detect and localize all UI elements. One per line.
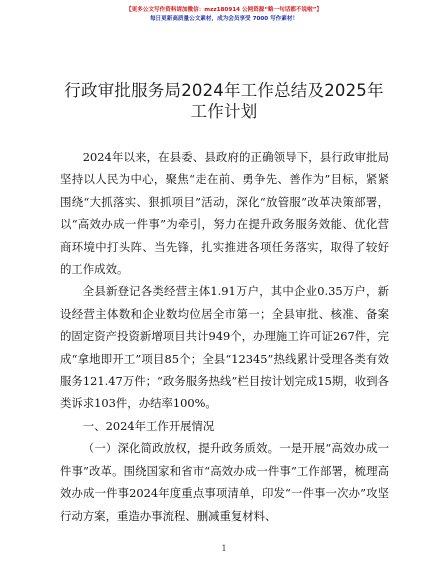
promo-banner-line-2: 每日更新高质量公文素材，成为会员享受 7000 写作素材！ <box>149 15 299 22</box>
promo-banner-line-1: 【更多公文写作资料请加微信：mzz180914 公网资源“略一句话都不说啦”】 <box>125 7 323 13</box>
page-number: 1 <box>221 544 227 553</box>
paragraph-reform: （一）深化简政放权，提升政务质效。一是开展“高效办成一件事”改革。围绕国家和省市“高效办成一件事”工作部署，梳理高效办成一件事2024年度重点事项清单，印发“一件事一次办”攻坚行动方案，重造办事流程、删减重复材料、 <box>60 441 389 523</box>
promo-banner <box>0 0 448 23</box>
paragraph-intro: 2024年以来，在县委、县政府的正确领导下，县行政审批局坚持以人民为中心，聚焦“走在前、勇争先、善作为”目标，紧紧围绕“大抓落实、狠抓项目”活动，深化“放管服”改革决策部署，以“高效办成一件事”为牵引，努力在提升政务服务效能、优化营商环境中打头阵、当先锋，扎实推进各项任务落实，取得了较好的工作成效。 <box>60 150 389 277</box>
document-body <box>60 146 389 527</box>
document-title: 行政审批服务局2024年工作总结及2025年工作计划 <box>64 81 384 121</box>
paragraph-statistics: 全县新登记各类经营主体1.91万户，其中企业0.35万户，新设经营主体数和企业数均位居全市第一；全县审批、核准、备案的固定资产投资新增项目共计949个，办理施工许可证267件，完成“拿地即开工”项目85个；全县“12345”热线累计受理各类有效服务121.47万件；“政务服务热线”栏目按计划完成15期，收到各类诉求103件，办结率100%。 <box>60 284 389 411</box>
section-heading: 一、2024年工作开展情况 <box>82 418 215 433</box>
